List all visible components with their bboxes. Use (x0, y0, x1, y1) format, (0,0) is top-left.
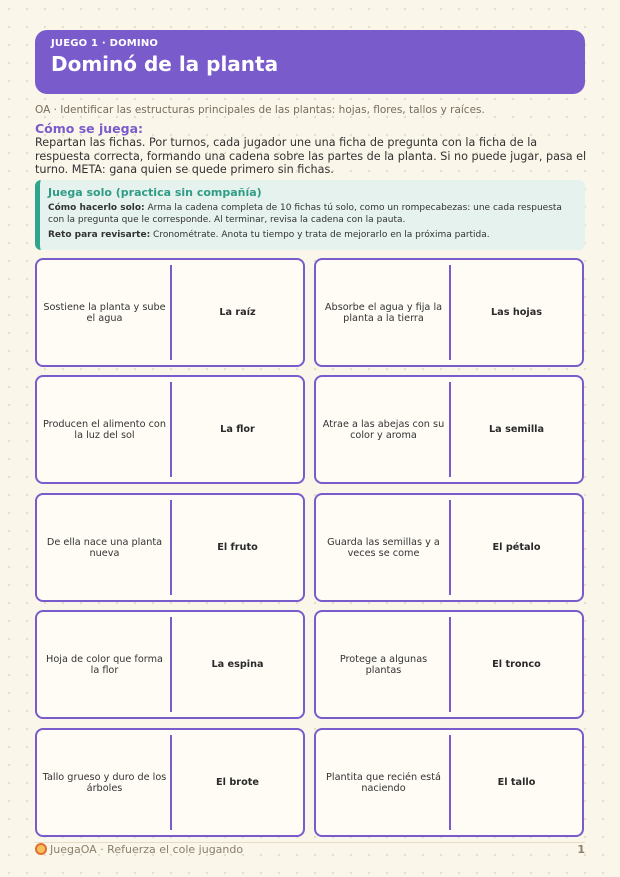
solo-challenge-text: Cronométrate. Anota tu tiempo y trata de mejorarlo en la próxima partida. (150, 230, 490, 240)
domino-card (35, 493, 305, 602)
card-answer: La flor (220, 424, 255, 435)
learning-objective: OA · Identificar las estructuras principales de las plantas: hojas, flores, tallos y raíces. (35, 104, 485, 116)
domino-card (314, 728, 584, 837)
card-answer: La raíz (219, 307, 256, 318)
card-question: Tallo grueso y duro de los árboles (42, 771, 167, 794)
domino-card (35, 258, 305, 367)
solo-challenge-label: Reto para revisarte: (48, 230, 151, 240)
game-kicker: JUEGO 1 · DOMINO (51, 38, 159, 49)
solo-how-line (48, 202, 577, 226)
card-question: Hoja de color que forma la flor (46, 653, 163, 676)
card-question: Producen el alimento con la luz del sol (43, 418, 166, 441)
card-question: De ella nace una planta nueva (46, 536, 163, 559)
card-answer: El tronco (492, 659, 541, 670)
card-question: Atrae a las abejas con su color y aroma (322, 418, 445, 441)
domino-card (35, 610, 305, 719)
card-question: Absorbe el agua y fija la planta a la tierra (324, 301, 443, 324)
domino-card (314, 610, 584, 719)
card-answer: El tallo (497, 777, 536, 788)
card-answer: Las hojas (490, 307, 543, 318)
page-number: 1 (577, 843, 585, 856)
card-answer: La espina (211, 659, 264, 670)
solo-play-box (35, 180, 585, 250)
domino-card (35, 375, 305, 484)
how-to-play-heading: Cómo se juega: (35, 121, 144, 136)
solo-how-text: Arma la cadena completa de 10 fichas tú solo, como un rompecabezas: une cada respuesta con la pregunta que le corresponde. Al terminar, revisa la cadena con la pauta. (48, 203, 562, 225)
footer-brand: JuegaOA · Refuerza el cole jugando (50, 843, 244, 856)
header-banner (35, 30, 585, 94)
card-answer: La semilla (488, 424, 544, 435)
page-title: Dominó de la planta (51, 52, 279, 76)
card-question: Plantita que recién está naciendo (326, 771, 441, 794)
solo-challenge-line (48, 229, 577, 241)
card-question: Guarda las semillas y a veces se come (327, 536, 440, 559)
domino-card (35, 728, 305, 837)
how-to-play-text: Repartan las fichas. Por turnos, cada jugador une una ficha de pregunta con la ficha de la respuesta correcta, formando una cadena sobre las partes de la planta. Si no puede jugar, pasa el turno. META: gana quien se quede primero sin fichas. (35, 136, 587, 177)
card-answer: El pétalo (492, 542, 541, 553)
logo-icon (35, 843, 47, 855)
domino-card (314, 375, 584, 484)
domino-card (314, 493, 584, 602)
card-question: Sostiene la planta y sube el agua (43, 301, 166, 324)
solo-how-label: Cómo hacerlo solo: (48, 203, 145, 213)
solo-title: Juega solo (practica sin compañía) (48, 186, 262, 199)
card-answer: El fruto (217, 542, 258, 553)
domino-card (314, 258, 584, 367)
card-answer: El brote (216, 777, 259, 788)
card-question: Protege a algunas plantas (339, 653, 428, 676)
